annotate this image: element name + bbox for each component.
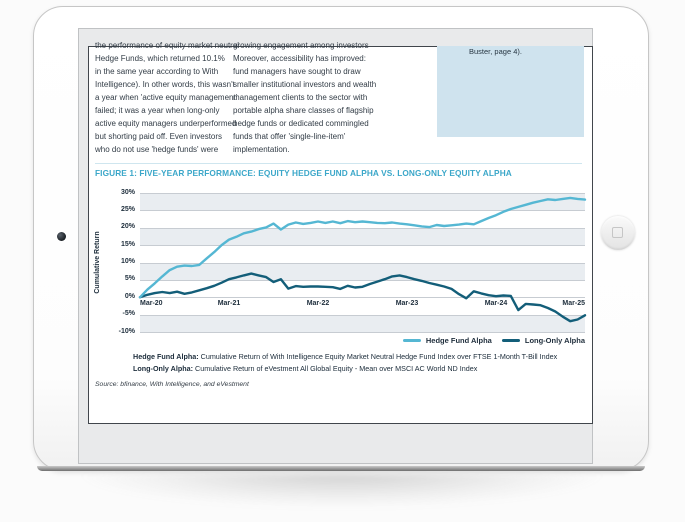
- text-line: management clients to the sector with: [233, 93, 368, 102]
- text-line: Moreover, accessibility has improved:: [233, 54, 366, 63]
- y-tick-label: -10%: [118, 327, 135, 335]
- text-line: but shorting paid off. Even investors: [95, 132, 223, 141]
- body-text-column-right: [233, 39, 376, 156]
- text-line: growing engagement among investors: [233, 41, 369, 50]
- figure-title: FIGURE 1: FIVE-YEAR PERFORMANCE: EQUITY HEDGE FUND ALPHA VS. LONG-ONLY EQUITY ALPHA: [95, 168, 512, 178]
- y-tick-label: 0%: [124, 292, 135, 300]
- tablet-screen: [78, 28, 593, 464]
- gridline: [140, 332, 585, 333]
- y-tick-label: -5%: [122, 310, 135, 318]
- footnote-text: Cumulative Return of eVestment All Global Equity - Mean over MSCI AC World ND Index: [195, 363, 478, 373]
- x-tick-label: Mar-25: [562, 300, 585, 307]
- y-axis-title: Cumulative Return: [94, 231, 101, 294]
- x-tick-label: Mar-20: [140, 300, 163, 307]
- y-tick-label: 10%: [120, 258, 135, 265]
- tablet-shadow: [34, 474, 650, 518]
- y-tick-label: 25%: [120, 205, 135, 213]
- tablet-bottom-edge: [37, 466, 645, 471]
- footnote-line: [133, 351, 557, 363]
- legend-item: [502, 336, 585, 345]
- figure-divider-rule: [95, 163, 582, 164]
- source-attribution: Source: bfinance, With Intelligence, and eVestment: [95, 381, 249, 388]
- text-line: funds that offer 'single-line-item': [233, 132, 346, 141]
- y-tick-label: 5%: [124, 275, 135, 283]
- text-line: the performance of equity market neutral: [95, 41, 240, 50]
- footnote-lead: Hedge Fund Alpha:: [133, 352, 199, 361]
- y-tick-label: 15%: [120, 240, 135, 248]
- y-tick-label: 30%: [120, 188, 135, 196]
- callout-text: Buster, page 4).: [469, 47, 522, 56]
- text-line: Intelligence). In other words, this wasn't: [95, 80, 235, 89]
- text-line: a year when 'active equity management': [95, 93, 238, 102]
- footnote-text: Cumulative Return of With Intelligence Equity Market Neutral Hedge Fund Index over FTSE 1-Month T-Bill Index: [200, 352, 558, 361]
- text-line: failed; it was a year when long-only: [95, 106, 220, 115]
- text-line: hedge funds or dedicated commingled: [233, 119, 369, 128]
- x-tick-label: Mar-22: [306, 300, 330, 307]
- legend-item: [403, 336, 492, 345]
- text-line: portable alpha share classes of flagship: [233, 106, 374, 115]
- text-line: who do not use 'hedge funds' were: [95, 145, 219, 154]
- chart-legend: [140, 336, 585, 345]
- series-line-hedge-fund-alpha: [140, 198, 585, 297]
- chart-series-canvas: [140, 193, 585, 332]
- chart-plot: [118, 188, 585, 335]
- body-text-column-left: [95, 39, 239, 156]
- text-line: active equity managers underperformed: [95, 119, 237, 128]
- legend-line-swatch: [502, 339, 520, 342]
- text-line: Hedge Funds, which returned 10.1%: [95, 54, 225, 63]
- series-line-long-only-alpha: [140, 274, 585, 322]
- chart-footnotes: [133, 351, 557, 375]
- y-tick-label: 20%: [120, 223, 135, 231]
- legend-line-swatch: [403, 339, 421, 342]
- camera-icon: [57, 232, 66, 241]
- legend-label: Hedge Fund Alpha: [425, 336, 492, 345]
- footnote-lead: Long-Only Alpha:: [133, 363, 194, 373]
- text-line: in the same year according to With: [95, 67, 219, 76]
- x-tick-label: Mar-23: [395, 300, 419, 307]
- text-line: implementation.: [233, 145, 290, 154]
- home-button[interactable]: [601, 216, 635, 250]
- x-tick-label: Mar-24: [484, 300, 508, 307]
- text-line: smaller institutional investors and wealth: [233, 80, 377, 89]
- home-button-icon: [612, 227, 623, 238]
- footnote-line: [133, 363, 557, 375]
- text-line: fund managers have sought to draw: [233, 67, 361, 76]
- legend-label: Long-Only Alpha: [524, 336, 585, 345]
- callout-box: [437, 46, 584, 137]
- x-tick-label: Mar-21: [217, 300, 241, 307]
- document-page-viewport[interactable]: [88, 41, 593, 424]
